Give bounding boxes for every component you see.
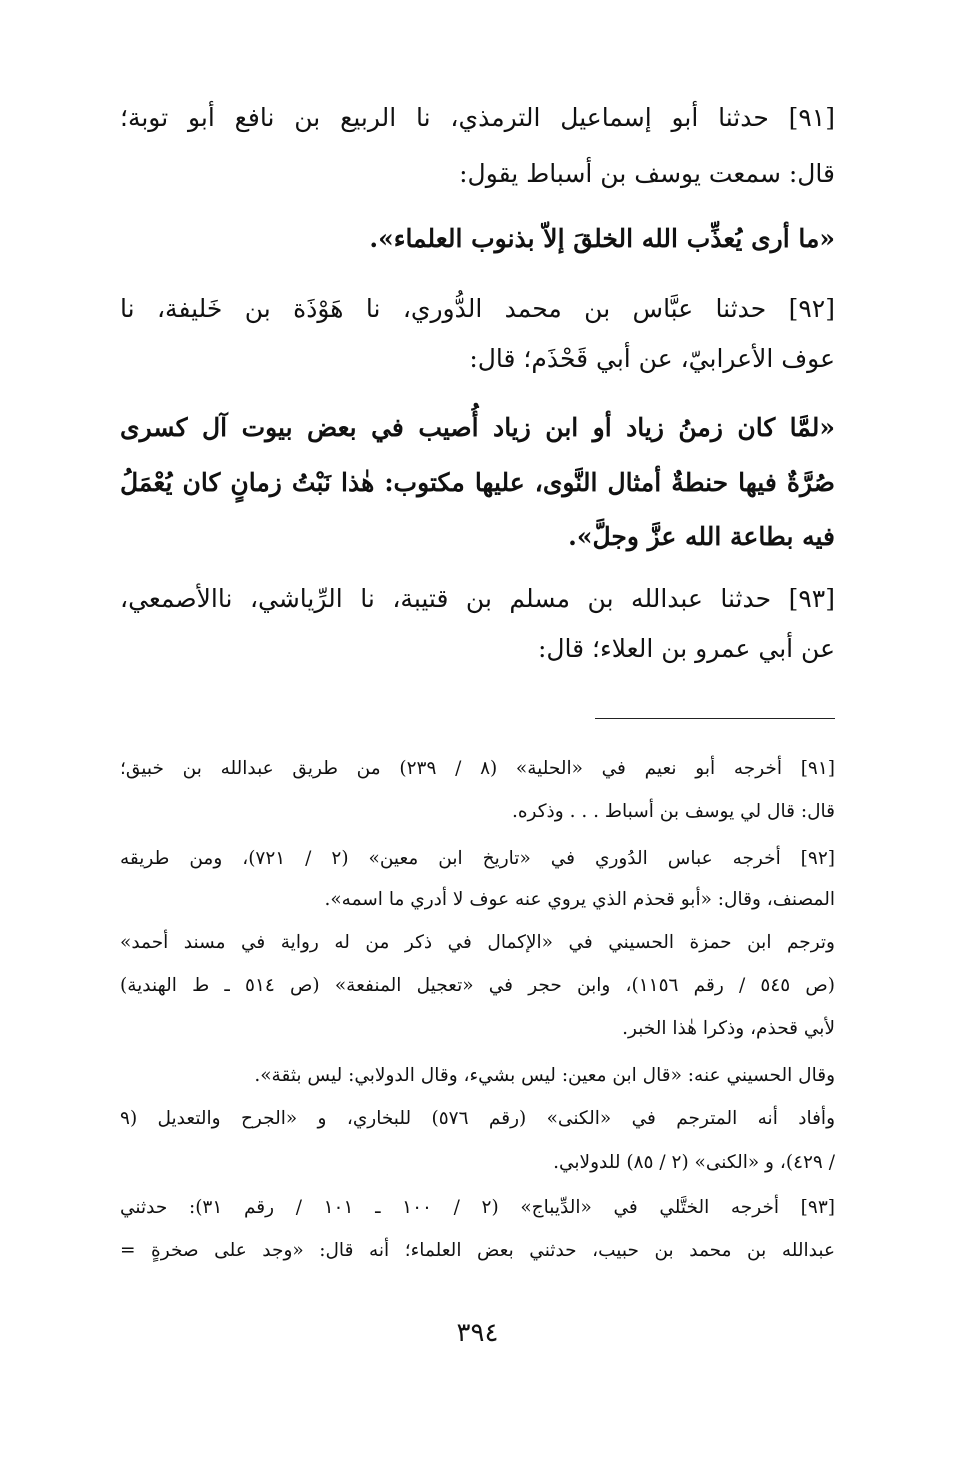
p93-line1: [٩٣] حدثنا عبدالله بن مسلم بن قتيبة، نا الرِّياشي، ناالأصمعي،: [120, 584, 835, 613]
p93-line2: عن أبي عمرو بن العلاء؛ قال:: [537, 634, 835, 663]
p92-line1: [٩٢] حدثنا عبَّاس بن محمد الدُّوري، نا هَوْذَة بن خَليفة، نا: [120, 294, 835, 323]
footnote-93-line2: عبدالله بن محمد بن حبيب، حدثني بعض العلماء؛ أنه قال: «وجد على صخرةٍ =: [120, 1240, 835, 1261]
footnote-91-line1: [٩١] أخرجه أبو نعيم في «الحلية» (٨ / ٢٣٩) من طريق عبدالله بن خبيق؛: [120, 758, 835, 779]
footnote-92-line7: وأفاد أنه المترجم في «الكنى» (رقم ٥٧٦) للبخاري، و «الجرح والتعديل (٩: [120, 1108, 835, 1129]
footnote-92-line1: [٩٢] أخرجه عباس الدُوري في «تاريخ ابن معين» (٢ / ٧٢١)، ومن طريقه: [120, 848, 835, 869]
footnote-92-line2: المصنف، وقال: «أبو قحذم الذي يروي عنه عوف لا أدري ما اسمه».: [324, 889, 835, 910]
p92-quote-line1: «لمَّا كان زمنُ زياد أو ابن زياد أُصيب في بعض بيوت آل كسرى: [120, 413, 835, 442]
footnote-92-line5: لأبي قحذم، وذكرا هٰذا الخبر.: [622, 1018, 835, 1039]
footnote-92-line3: وترجم ابن حمزة الحسيني في «الإكمال في ذكر من له رواية في مسند أحمد»: [120, 932, 835, 953]
p91-line1: [٩١] حدثنا أبو إسماعيل الترمذي، نا الربيع بن نافع أبو توبة؛: [120, 103, 835, 132]
footnote-separator: [595, 718, 835, 719]
p92-quote-line3: فيه بطاعة الله عزَّ وجلَّ».: [568, 522, 835, 551]
footnote-92-line6: وقال الحسيني عنه: «قال ابن معين: ليس بشيء، وقال الدولابي: ليس بثقة».: [254, 1065, 835, 1086]
p91-line2: قال: سمعت يوسف بن أسباط يقول:: [459, 159, 835, 188]
page-number: ٣٩٤: [456, 1318, 499, 1348]
footnote-92-line4: (ص ٥٤٥ / رقم ١١٥٦)، وابن حجر في «تعجيل المنفعة» (ص ٥١٤ ـ ط الهندية): [120, 975, 835, 996]
footnote-93-line1: [٩٣] أخرجه الختَّلي في «الدِّيباج» (٢ / ١٠٠ ـ ١٠١ / رقم ٣١): حدثني: [120, 1197, 835, 1218]
footnote-92-line8: / ٤٢٩)، و «الكنى» (٢ / ٨٥) للدولابي.: [553, 1152, 835, 1173]
footnote-91-line2: قال: قال لي يوسف بن أسباط . . . وذكره.: [511, 801, 835, 822]
p92-line2: عوف الأعرابيّ، عن أبي قَحْذَم؛ قال:: [469, 344, 835, 373]
p91-quote: «ما أرى يُعذِّب الله الخلقَ إلاّ بذنوب العلماء».: [369, 224, 835, 253]
p92-quote-line2: صُرَّةٌ فيها حنطةٌ أمثال النَّوى، عليها مكتوب: هٰذا نَبْتُ زمانٍ كان يُعْمَلُ: [120, 468, 835, 497]
